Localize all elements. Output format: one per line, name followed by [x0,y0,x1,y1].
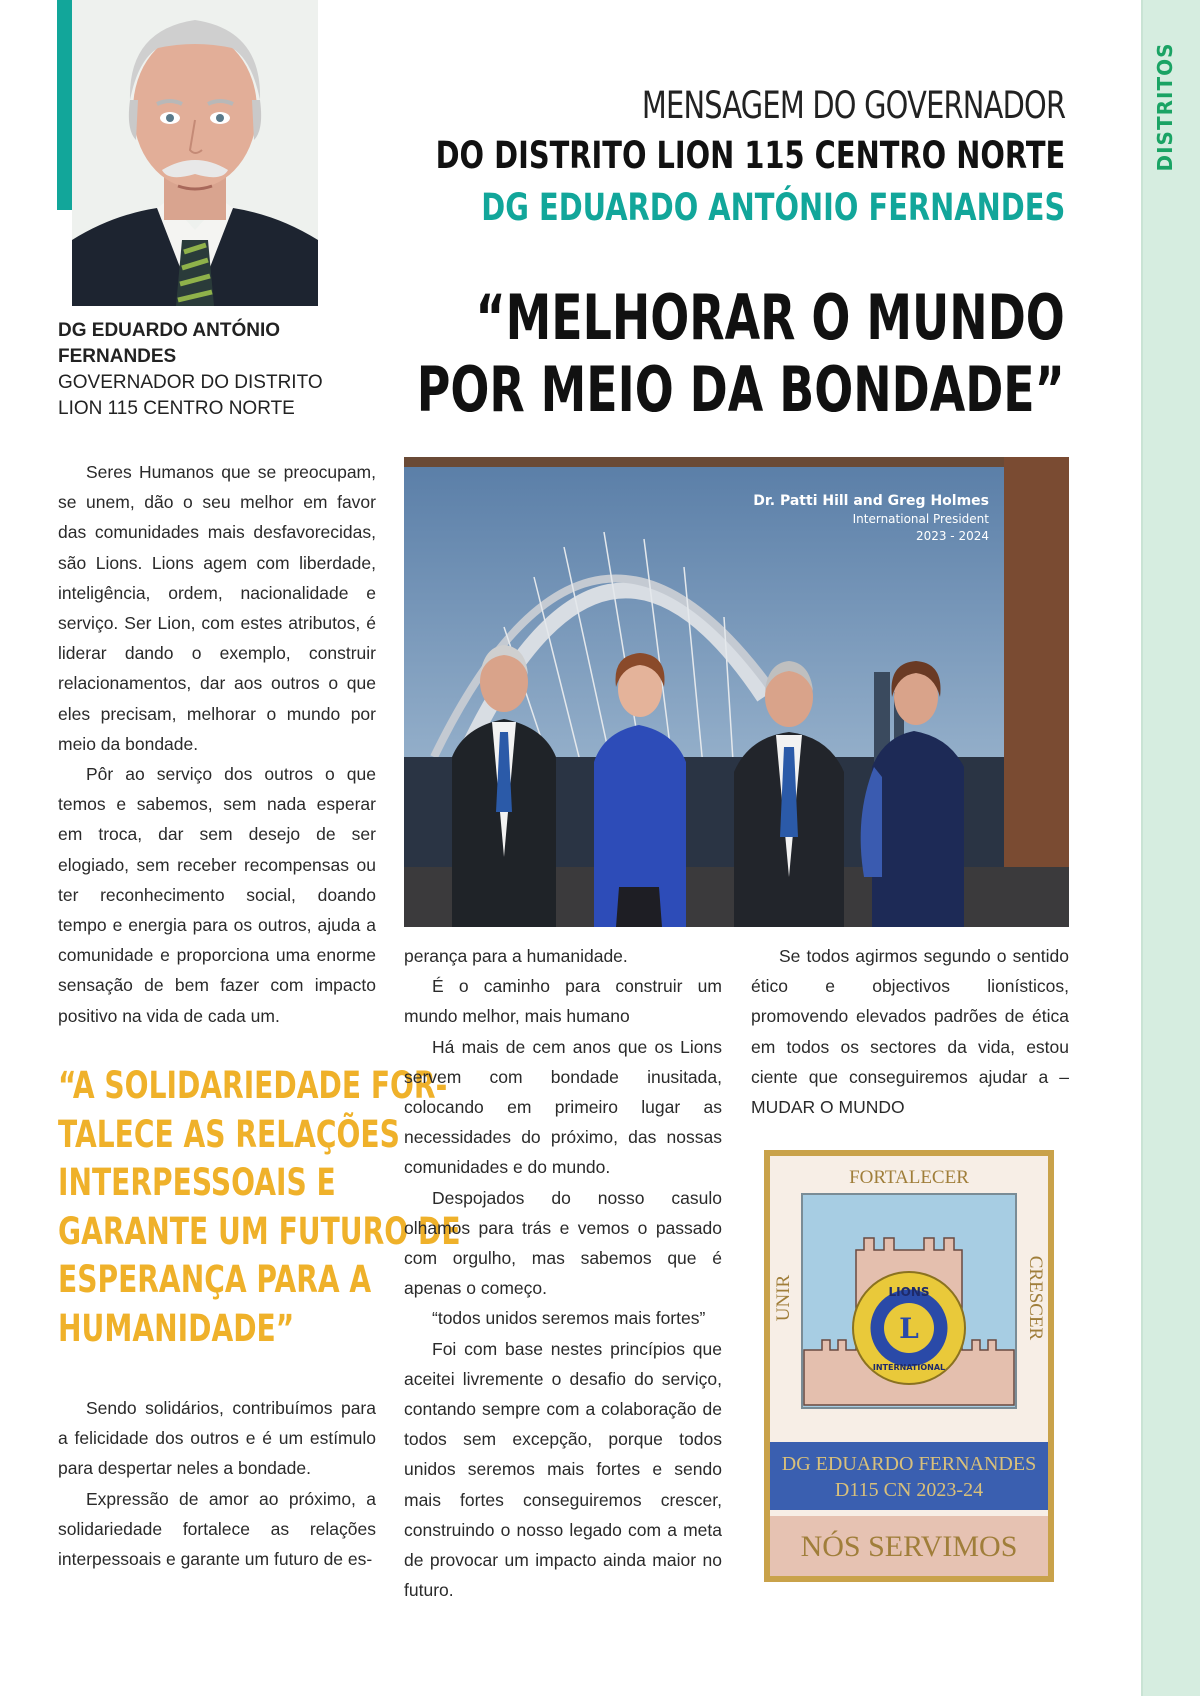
paragraph: Expressão de amor ao próximo, a solidariedade fortalece as relações interpessoais e garante um futuro de es- [58,1488,376,1570]
paragraph: Se todos agirmos segundo o sentido ético e objectivos lionísticos, promovendo elevados padrões de ética em todos os sectores da vida, estou ciente que conseguiremos ajudar a – MUDAR O MUNDO [751,946,1069,1118]
main-quote-line-2: POR MEIO DA BONDADE” [416,353,1065,426]
paragraph: perança para a humanidade. [404,946,628,966]
emblem-right: CRESCER [1025,1255,1046,1341]
header-line-2: DO DISTRITO LION 115 CENTRO NORTE [435,134,1065,177]
pull-quote-line: “A SOLIDARIEDADE FOR- [58,1064,448,1107]
lions-logo-top: LIONS [888,1285,930,1299]
emblem-motto: NÓS SERVIMOS [800,1530,1018,1563]
caption-role-2: LION 115 CENTRO NORTE [58,398,295,419]
emblem-name-1: DG EDUARDO FERNANDES [781,1453,1037,1475]
caption-role-1: GOVERNADOR DO DISTRITO [58,372,323,393]
paragraph: Sendo solidários, contribuímos para a felicidade dos outros e é um estímulo para despertar neles a bondade. [58,1398,376,1479]
banner-subtitle: International President [852,512,989,526]
lions-logo-bottom: INTERNATIONAL [872,1363,946,1372]
paragraph: Foi com base nestes princípios que aceitei livremente o desafio do serviço, contando sempre com a colaboração de todos sem excepção, porque todos unidos seremos mais fortes e sendo mais fortes conseguiremos crescer, construindo o nosso legado com a meta de provocar um impacto ainda maior no futuro. [404,1338,722,1601]
main-quote [189,282,1065,426]
header-line-3: DG EDUARDO ANTÓNIO FERNANDES [481,186,1065,229]
emblem-top: FORTALECER [849,1167,969,1188]
pull-quote-line: GARANTE UM FUTURO DE [58,1209,461,1253]
emblem-left: UNIR [773,1274,794,1322]
sidebar-strip [1141,0,1200,1696]
pull-quote-line: INTERPESSOAIS E [58,1161,336,1204]
district-emblem [764,1150,1054,1582]
column-1-text [58,457,376,1031]
pull-quote-line: ESPERANÇA PARA A [58,1258,372,1301]
accent-bar [57,0,72,210]
caption-name-1: DG EDUARDO ANTÓNIO [58,320,281,341]
header-line-1: MENSAGEM DO GOVERNADOR [641,84,1065,127]
banner-years: 2023 - 2024 [915,529,989,543]
paragraph: É o caminho para construir um mundo melhor, mais humano [404,976,722,1027]
paragraph: Há mais de cem anos que os Lions servem com bondade inusitada, colocando em primeiro lugar as necessidades do próximo, das nossas comunidades e do mundo. [404,1036,722,1178]
main-quote-line-1: “MELHORAR O MUNDO [475,281,1065,354]
column-1-lower-text [58,1393,376,1574]
paragraph: “todos unidos seremos mais fortes” [432,1308,706,1329]
paragraph: Despojados do nosso casulo olhamos para trás e vemos o passado com orgulho, mas sabemos que é apenas o começo. [404,1187,722,1299]
emblem-name-2: D115 CN 2023-24 [834,1479,984,1501]
paragraph: Seres Humanos que se preocupam, se unem, dão o seu melhor em favor das comunidades mais desfavorecidas, são Lions. Lions agem com liberdade, inteligência, ordem, nacionalidade e serviço. Ser Lion, com estes atributos, é liderar dando o exemplo, construir relacionamentos, dar aos outros o que eles precisam, melhorar o mundo por meio da bondade. [58,462,376,754]
section-label: DISTRITOS [1153,42,1177,172]
group-photo [404,457,1069,927]
paragraph: Pôr ao serviço dos outros o que temos e sabemos, sem nada esperar em troca, dar sem desejo de ser elogiado, sem receber recompensas ou ter reconhecimento social, doando tempo e energia para os outros, ajuda a comunidade e proporciona uma enorme sensação de bem fazer com impacto positivo na vida de cada um. [58,764,376,1026]
column-2-text [404,941,722,1605]
pull-quote-line: HUMANIDADE” [58,1306,295,1350]
caption-name-2: FERNANDES [58,346,177,367]
column-3-text [751,941,1069,1122]
pull-quote-line: TALECE AS RELAÇÕES [58,1112,400,1156]
banner-title: Dr. Patti Hill and Greg Holmes [753,493,989,509]
svg-text:L: L [899,1312,919,1345]
article-header [258,82,1065,234]
pull-quote [58,1062,461,1353]
